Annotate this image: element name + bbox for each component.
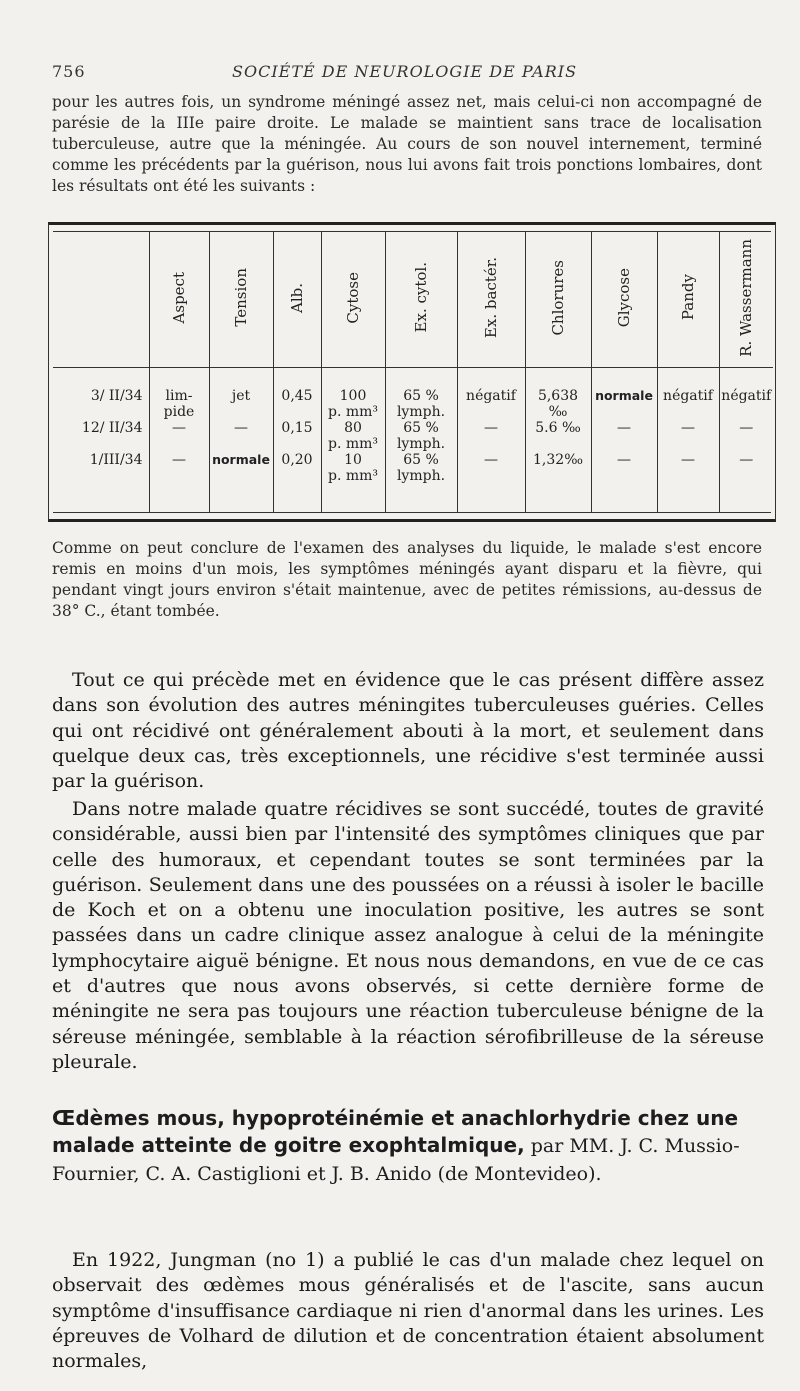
header-cytose: Cytose [321,232,385,368]
article-title [52,1105,764,1188]
journal-title: SOCIÉTÉ DE NEUROLOGIE DE PARIS [232,62,578,81]
body-paragraph-2: Dans notre malade quatre récidives se sont succédé, toutes de gravité considérable, aussi bien par l'intensité des symptômes cliniques que par celle des humoraux, et cependant toutes se sont terminées par la guérison. Seulement dans une des poussées on a réussi à isoler le bacille de Koch et on a obtenu une inoculation positive, les autres se sont passées dans un cadre clinique assez analogue à celui de la méningite lymphocytaire aiguë bénigne. Et nous nous demandons, en vue de ce cas et d'autres que nous avons observés, si cette dernière forme de méningite ne sera pas toujours une réaction tuberculeuse bénigne de la séreuse méningée, semblable à la réaction sérofibrilleuse de la séreuse pleurale. [52,798,764,1073]
header-tension: Tension [209,232,273,368]
header-date [53,232,149,368]
body-paragraph-1: Tout ce qui précède met en évidence que le cas présent diffère assez dans son évolution des autres méningites tuberculeuses guéries. Celles qui ont récidivé ont généralement abouti à la mort, et seulement dans quelque deux cas, très exceptionnels, une récidive s'est terminée aussi par la guérison. [52,669,764,793]
body-paragraph-3: En 1922, Jungman (no 1) a publié le cas d'un malade chez lequel on observait des œdèmes mous généralisés et de l'ascite, sans aucun symptôme d'insuffisance cardiaque ni rien d'anormal dans les urines. Les épreuves de Volhard de dilution et de concentration étaient absolument normales, [52,1249,764,1373]
after-table-paragraph: Comme on peut conclure de l'examen des analyses du liquide, le malade s'est encore remis en moins d'un mois, les symptômes méningés ayant disparu et la fièvre, qui pendant vingt jours environ s'était maintenue, avec de petites rémissions, au-dessus de 38° C., étant tombée. [52,539,762,620]
table-body-row [53,368,773,513]
header-ex-bacter: Ex. bactér. [457,232,525,368]
results-table-frame [48,222,776,522]
date-column: 3/ II/34 12/ II/34 1/III/34 [81,388,143,468]
aspect-column: lim- pide — — [149,368,209,513]
wassermann-column: négatif — — [719,368,773,513]
cytose-column: 100 p. mm³ 80 p. mm³ 10 p. mm³ [321,368,385,513]
header-chlorures: Chlorures [525,232,591,368]
header-aspect: Aspect [149,232,209,368]
page-number: 756 [52,62,86,81]
glycose-column: normale — — [591,368,657,513]
lumbar-puncture-table [53,232,773,512]
article-title-text: Œdèmes mous, hypoprotéinémie et anachlorhydrie chez une malade atteinte de goitre exophtalmique, [52,1106,739,1157]
ex-cytol-column: 65 % lymph. 65 % lymph. 65 % lymph. [385,368,457,513]
article-authors: par MM. J. C. Mussio-Fournier, C. A. Castiglioni et J. B. Anido (de Montevideo). [52,1135,740,1185]
tension-column: jet — normale [209,368,273,513]
pandy-column: négatif — — [657,368,719,513]
header-alb: Alb. [273,232,321,368]
chlorures-column: 5,638 ‰ 5.6 ‰ 1,32‰ [525,368,591,513]
ex-bacter-column: négatif — — [457,368,525,513]
header-wassermann: R. Wassermann [719,232,773,368]
alb-column: 0,45 0,15 0,20 [273,368,321,513]
table-header-row [53,232,773,368]
intro-paragraph: pour les autres fois, un syndrome méningé assez net, mais celui-ci non accompagné de parésie de la IIIe paire droite. Le malade se maintient sans trace de localisation tuberculeuse, autre que la méningée. Au cours de son nouvel internement, terminé comme les précédents par la guérison, nous lui avons fait trois ponctions lombaires, dont les résultats ont été les suivants : [52,93,762,195]
header-pandy: Pandy [657,232,719,368]
header-glycose: Glycose [591,232,657,368]
header-ex-cytol: Ex. cytol. [385,232,457,368]
